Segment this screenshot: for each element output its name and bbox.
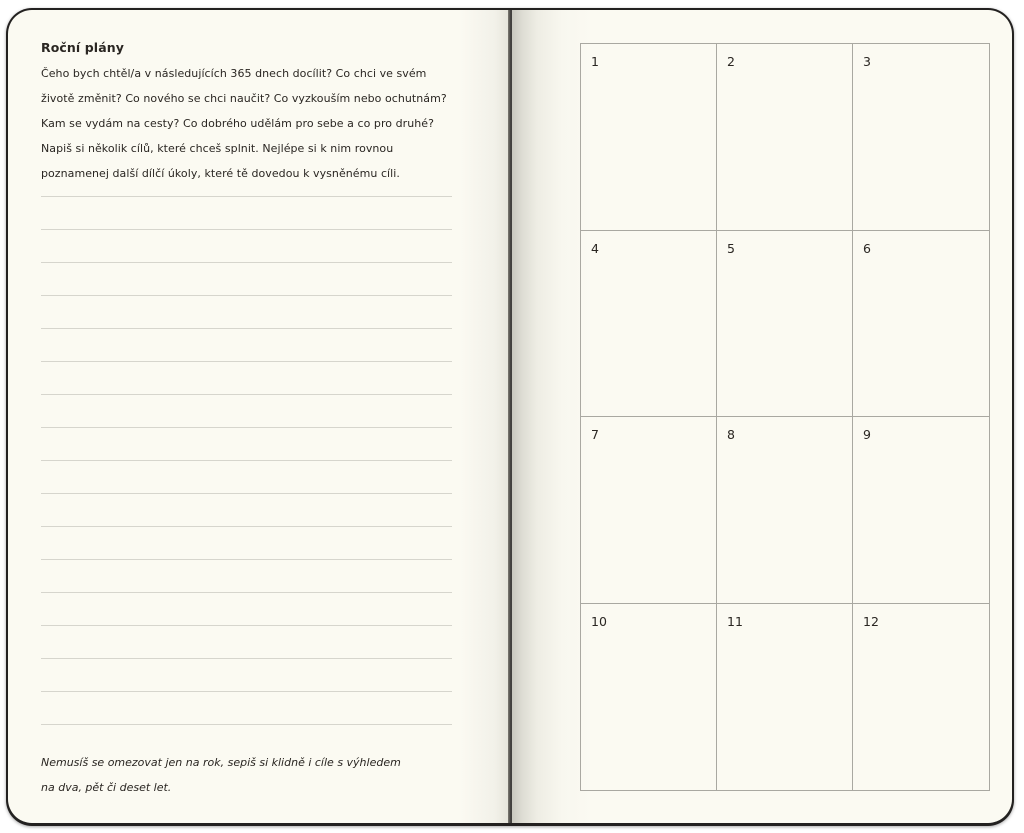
- writing-line[interactable]: [41, 427, 452, 460]
- writing-line[interactable]: [41, 460, 452, 493]
- writing-line[interactable]: [41, 295, 452, 328]
- month-number: 4: [591, 240, 599, 256]
- writing-line[interactable]: [41, 559, 452, 592]
- writing-line[interactable]: [41, 691, 452, 724]
- month-cell[interactable]: [853, 417, 989, 604]
- intro-line: poznamenej další dílčí úkoly, které tě dovedou k vysněnému cíli.: [41, 167, 400, 180]
- writing-line[interactable]: [41, 724, 452, 757]
- month-number: 8: [727, 427, 735, 442]
- writing-line[interactable]: [41, 196, 452, 229]
- intro-line: životě změnit? Co nového se chci naučit? Co vyzkouším nebo ochutnám?: [41, 92, 447, 105]
- month-cell[interactable]: [853, 604, 989, 791]
- writing-line[interactable]: [41, 493, 452, 526]
- month-cell[interactable]: [717, 231, 853, 418]
- writing-line[interactable]: [41, 262, 452, 295]
- intro-line: Čeho bych chtěl/a v následujících 365 dnech docílit? Co chci ve svém: [41, 67, 427, 80]
- month-cell[interactable]: [581, 417, 717, 604]
- month-number: 5: [727, 240, 735, 256]
- right-page: [512, 10, 1012, 823]
- writing-line[interactable]: [41, 229, 452, 262]
- month-cell[interactable]: [853, 44, 989, 231]
- writing-line[interactable]: [41, 526, 452, 559]
- intro-line: Kam se vydám na cesty? Co dobrého udělám pro sebe a co pro druhé?: [41, 117, 434, 130]
- month-cell[interactable]: [581, 44, 717, 231]
- month-number: 1: [591, 54, 599, 69]
- intro-text: [41, 65, 481, 190]
- intro-line: Napiš si několik cílů, které chceš splnit. Nejlépe si k nim rovnou: [41, 142, 394, 155]
- left-page: [8, 10, 510, 823]
- month-number: 3: [863, 54, 871, 69]
- month-cell[interactable]: [717, 604, 853, 791]
- month-cell[interactable]: [717, 44, 853, 231]
- footer-line: na dva, pět či deset let.: [41, 781, 172, 794]
- month-number: 6: [863, 240, 871, 256]
- month-number: 10: [591, 613, 607, 629]
- writing-line[interactable]: [41, 394, 452, 427]
- notebook-spread: [6, 8, 1014, 826]
- month-number: 2: [727, 54, 735, 69]
- month-number: 11: [727, 613, 743, 629]
- writing-line[interactable]: [41, 361, 452, 394]
- month-cell[interactable]: [853, 231, 989, 418]
- writing-line[interactable]: [41, 592, 452, 625]
- month-cell[interactable]: [581, 231, 717, 418]
- writing-line[interactable]: [41, 658, 452, 691]
- footer-note: [41, 754, 481, 804]
- month-number: 12: [863, 613, 879, 629]
- page-title: Roční plány: [41, 40, 124, 55]
- writing-lines: [41, 196, 452, 757]
- month-grid: [580, 43, 990, 791]
- writing-line[interactable]: [41, 328, 452, 361]
- month-number: 7: [591, 427, 599, 442]
- month-number: 9: [863, 427, 871, 442]
- month-cell[interactable]: [581, 604, 717, 791]
- footer-line: Nemusíš se omezovat jen na rok, sepiš si klidně i cíle s výhledem: [41, 756, 401, 769]
- writing-line[interactable]: [41, 625, 452, 658]
- month-cell[interactable]: [717, 417, 853, 604]
